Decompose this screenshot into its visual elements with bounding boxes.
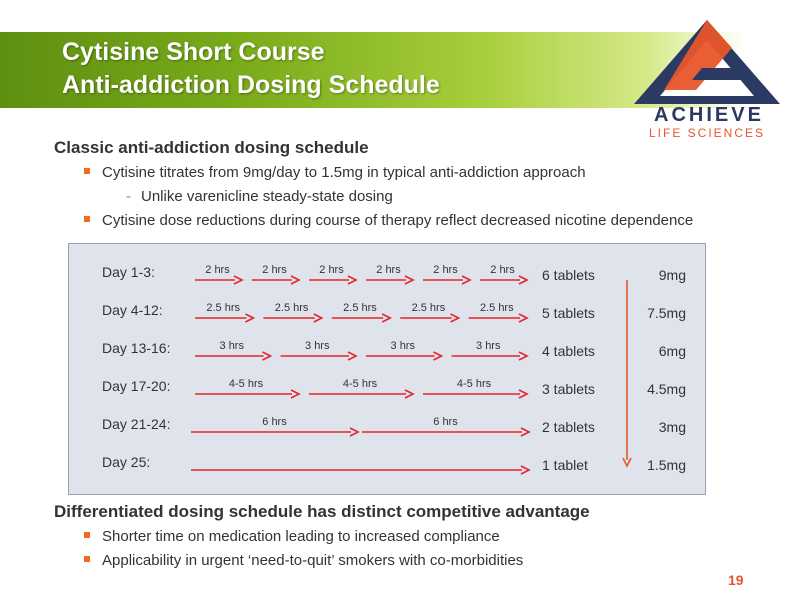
arrow-head-icon: [348, 352, 356, 360]
interval-label: 2 hrs: [376, 264, 401, 276]
interval-label: 3 hrs: [219, 340, 244, 352]
bullet-square-icon: [84, 168, 90, 174]
bullet-item: [84, 164, 586, 181]
arrow-head-icon: [434, 352, 442, 360]
interval-label: 3 hrs: [305, 340, 330, 352]
interval-label: 2 hrs: [433, 264, 458, 276]
dose-label: 1.5mg: [647, 457, 686, 473]
arrow-head-icon: [451, 314, 459, 322]
arrow-head-icon: [405, 276, 413, 284]
bullet-square-icon: [84, 532, 90, 538]
day-label: Day 1-3:: [102, 264, 155, 280]
interval-label: 2.5 hrs: [274, 302, 309, 314]
arrow-head-icon: [519, 390, 527, 398]
interval-label: 2 hrs: [490, 264, 515, 276]
interval-label: 4-5 hrs: [456, 378, 492, 390]
dose-label: 4.5mg: [647, 381, 686, 397]
interval-label: 4-5 hrs: [228, 378, 264, 390]
arrow-head-icon: [263, 352, 271, 360]
section1-heading: Classic anti-addiction dosing schedule: [54, 138, 369, 157]
arrow-head-icon: [291, 276, 299, 284]
interval-label: 6 hrs: [433, 416, 458, 428]
day-label: Day 4-12:: [102, 302, 163, 318]
day-label: Day 13-16:: [102, 340, 171, 356]
schedule-arrows: [69, 244, 705, 494]
tablets-label: 2 tablets: [542, 419, 595, 435]
arrow-head-icon: [382, 314, 390, 322]
dash-icon: -: [126, 188, 131, 205]
tablets-label: 1 tablet: [542, 457, 588, 473]
day-label: Day 21-24:: [102, 416, 171, 432]
tablets-label: 6 tablets: [542, 267, 595, 283]
interval-label: 4-5 hrs: [342, 378, 378, 390]
bullet-square-icon: [84, 216, 90, 222]
bullet-item: [84, 528, 500, 545]
dosing-schedule-box: [68, 243, 706, 495]
arrow-head-icon: [350, 428, 358, 436]
logo-wordmark: ACHIEVE: [654, 104, 764, 126]
arrow-head-icon: [348, 276, 356, 284]
interval-label: 2 hrs: [205, 264, 230, 276]
arrow-head-icon: [519, 352, 527, 360]
tablets-label: 5 tablets: [542, 305, 595, 321]
arrow-head-icon: [519, 314, 527, 322]
bullet-square-icon: [84, 556, 90, 562]
arrow-head-icon: [521, 466, 529, 474]
arrow-head-icon: [462, 276, 470, 284]
title-line-1: Cytisine Short Course: [62, 38, 325, 66]
interval-label: 3 hrs: [390, 340, 415, 352]
interval-label: 2.5 hrs: [479, 302, 514, 314]
arrow-head-icon: [245, 314, 253, 322]
arrow-head-icon: [519, 276, 527, 284]
bullet-text: Shorter time on medication leading to increased compliance: [102, 528, 500, 545]
arrow-head-icon: [405, 390, 413, 398]
page-number: 19: [728, 572, 744, 588]
dose-label: 9mg: [658, 267, 686, 283]
tablets-label: 3 tablets: [542, 381, 595, 397]
arrow-head-icon: [521, 428, 529, 436]
interval-label: 3 hrs: [476, 340, 501, 352]
arrow-head-icon: [314, 314, 322, 322]
arrow-head-icon: [234, 276, 242, 284]
interval-label: 2 hrs: [262, 264, 287, 276]
day-label: Day 25:: [102, 454, 151, 470]
dose-label: 6mg: [658, 343, 686, 359]
logo-triangle-icon: [632, 18, 782, 108]
section2-heading: Differentiated dosing schedule has distinct competitive advantage: [54, 502, 590, 521]
tablets-label: 4 tablets: [542, 343, 595, 359]
bullet-item: [84, 552, 523, 569]
bullet-item: [84, 212, 693, 229]
interval-label: 2.5 hrs: [206, 302, 241, 314]
slide-title: [62, 36, 440, 102]
dose-label: 3mg: [658, 419, 686, 435]
interval-label: 2.5 hrs: [343, 302, 377, 314]
interval-label: 6 hrs: [262, 416, 287, 428]
arrow-head-icon: [291, 390, 299, 398]
bullet-text: Cytisine dose reductions during course of therapy reflect decreased nicotine dependence: [102, 212, 694, 229]
sub-bullet-item: [126, 188, 393, 205]
day-label: Day 17-20:: [102, 378, 171, 394]
interval-label: 2 hrs: [319, 264, 344, 276]
bullet-text: Cytisine titrates from 9mg/day to 1.5mg in typical anti-addiction approach: [102, 164, 586, 181]
sub-bullet-text: Unlike varenicline steady-state dosing: [141, 188, 393, 205]
logo-tagline: LIFE SCIENCES: [648, 126, 766, 140]
interval-label: 2.5 hrs: [411, 302, 446, 314]
dose-label: 7.5mg: [647, 305, 686, 321]
company-logo: [632, 18, 782, 138]
bullet-text: Applicability in urgent ‘need-to-quit’ smokers with co-morbidities: [102, 552, 524, 569]
title-line-2: Anti-addiction Dosing Schedule: [62, 71, 440, 99]
